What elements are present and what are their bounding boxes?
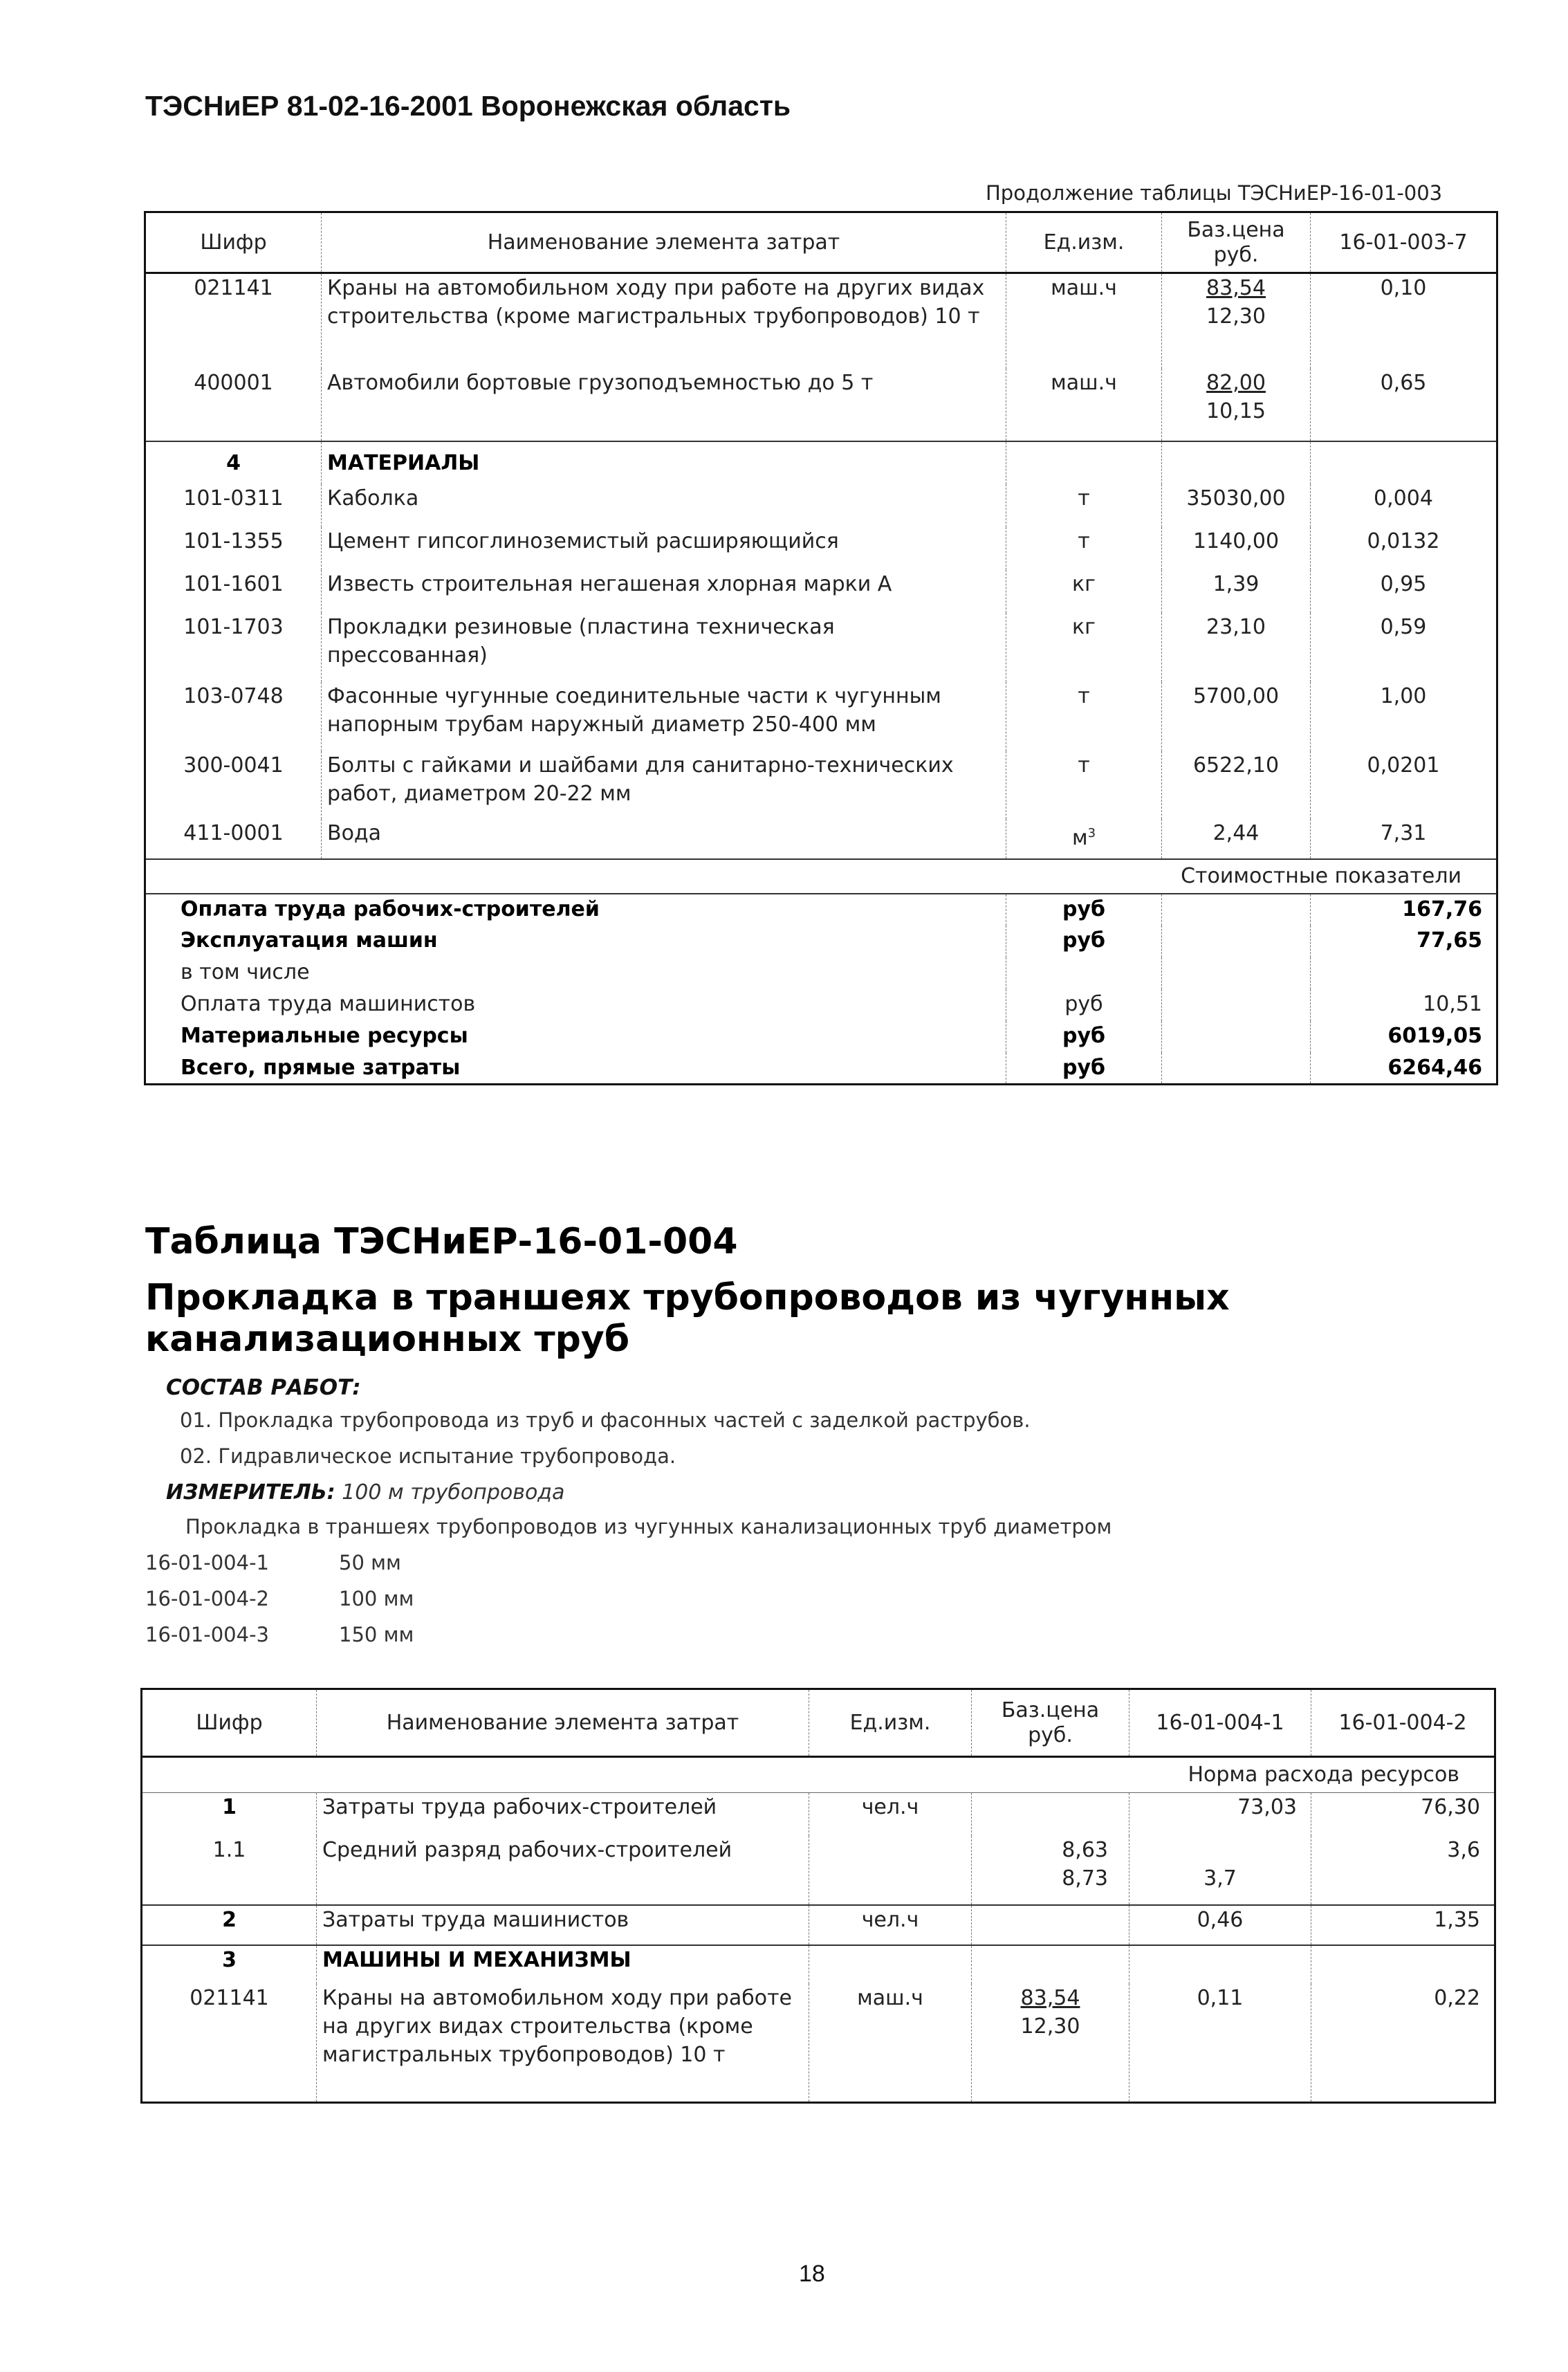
unit-superscript: 3 [1087, 825, 1096, 840]
row-code: 300-0041 [145, 751, 322, 819]
work-step: 02. Гидравлическое испытание трубопровода. [180, 1444, 676, 1468]
norm-code-row [145, 1587, 414, 1610]
row-value-2: 0,22 [1311, 1984, 1495, 2103]
cost-row [145, 1021, 1497, 1053]
row-unit: кг [1006, 570, 1162, 613]
row-name: Средний разряд рабочих-строителей [317, 1836, 809, 1905]
col-header-code-7: 16-01-003-7 [1311, 212, 1497, 273]
row-name: Затраты труда рабочих-строителей [317, 1793, 809, 1836]
table-row [145, 369, 1497, 441]
row-code: 103-0748 [145, 682, 322, 751]
col-header-code-1: 16-01-004-1 [1129, 1689, 1311, 1757]
page-number: 18 [799, 2261, 825, 2287]
col-header-name: Наименование элемента затрат [322, 212, 1006, 273]
row-value-1: 73,03 [1129, 1793, 1311, 1836]
table-row [142, 1905, 1495, 1945]
col-header-unit: Ед.изм. [809, 1689, 972, 1757]
row-unit [1006, 819, 1162, 859]
norm-header-row [142, 1757, 1495, 1793]
row-value-1: 0,46 [1129, 1905, 1311, 1945]
cost-row [145, 957, 1497, 989]
row-value: 1,00 [1311, 682, 1497, 751]
table-row [145, 613, 1497, 682]
cost-unit: руб [1006, 926, 1162, 957]
row-price-2: 8,73 [1062, 1866, 1108, 1891]
table-row [145, 819, 1497, 859]
col-header-code: Шифр [142, 1689, 317, 1757]
row-price: 23,10 [1162, 613, 1311, 682]
cost-value: 10,51 [1311, 989, 1497, 1021]
cost-name: Эксплуатация машин [145, 926, 1006, 957]
cost-unit: руб [1006, 989, 1162, 1021]
row-value: 0,0132 [1311, 527, 1497, 570]
col-header-price: Баз.цена руб. [1162, 212, 1311, 273]
row-value: 7,31 [1311, 819, 1497, 859]
row-value-1: 3,7 [1203, 1866, 1237, 1891]
unit-text: м [1071, 825, 1088, 850]
table-row [142, 1793, 1495, 1836]
row-code: 1 [142, 1793, 317, 1836]
row-unit: маш.ч [1006, 369, 1162, 441]
page-header: ТЭСНиЕР 81-02-16-2001 Воронежская область [145, 90, 791, 122]
resource-table-004 [140, 1688, 1496, 2104]
row-code: 101-1355 [145, 527, 322, 570]
norm-code: 16-01-004-1 [145, 1551, 269, 1574]
norm-header: Норма расхода ресурсов [142, 1757, 1495, 1793]
row-unit: т [1006, 527, 1162, 570]
table-title: Таблица ТЭСНиЕР-16-01-004 [145, 1221, 738, 1262]
row-price: 8,63 [1062, 1837, 1108, 1862]
table-row [145, 570, 1497, 613]
row-unit: маш.ч [1006, 273, 1162, 369]
norm-diameter: 100 мм [339, 1587, 414, 1610]
row-unit: т [1006, 751, 1162, 819]
row-unit: чел.ч [809, 1793, 972, 1836]
norm-code-row [145, 1551, 401, 1574]
cost-row [145, 926, 1497, 957]
norm-code: 16-01-004-2 [145, 1587, 269, 1610]
row-price: 5700,00 [1162, 682, 1311, 751]
row-code: 101-1703 [145, 613, 322, 682]
row-name: Фасонные чугунные соединительные части к чугунным напорным трубам наружный диаметр 250-400 мм [322, 682, 1006, 751]
col-header-unit: Ед.изм. [1006, 212, 1162, 273]
row-price: 6522,10 [1162, 751, 1311, 819]
work-composition-label: СОСТАВ РАБОТ: [166, 1375, 361, 1400]
row-price: 83,54 [1020, 1985, 1080, 2010]
col-header-code-2: 16-01-004-2 [1311, 1689, 1495, 1757]
section-row-materials [145, 441, 1497, 484]
cost-header: Стоимостные показатели [145, 859, 1497, 894]
cost-name: Оплата труда машинистов [145, 989, 1006, 1021]
row-price: 83,54 [1206, 276, 1266, 300]
row-unit: т [1006, 682, 1162, 751]
resource-table-003 [144, 211, 1498, 1085]
row-name: Затраты труда машинистов [317, 1905, 809, 1945]
row-code: 411-0001 [145, 819, 322, 859]
work-step: 01. Прокладка трубопровода из труб и фасонных частей с заделкой раструбов. [180, 1408, 1031, 1432]
row-name: Прокладки резиновые (пластина техническая прессованная) [322, 613, 1006, 682]
row-code: 101-1601 [145, 570, 322, 613]
cost-value: 77,65 [1311, 926, 1497, 957]
table-subtitle: Прокладка в траншеях трубопроводов из чугунных канализационных труб [145, 1277, 1230, 1360]
table-row [145, 484, 1497, 527]
section-number: 3 [142, 1945, 317, 1984]
row-price: 35030,00 [1162, 484, 1311, 527]
cost-name: Материальные ресурсы [145, 1021, 1006, 1053]
cost-row [145, 989, 1497, 1021]
cost-unit: руб [1006, 1021, 1162, 1053]
row-code: 101-0311 [145, 484, 322, 527]
row-code: 400001 [145, 369, 322, 441]
cost-row [145, 894, 1497, 926]
cost-name: в том числе [145, 957, 1006, 989]
row-name: Известь строительная негашеная хлорная марки А [322, 570, 1006, 613]
cost-unit: руб [1006, 1053, 1162, 1085]
row-code: 1.1 [142, 1836, 317, 1905]
row-value: 0,59 [1311, 613, 1497, 682]
row-name: Вода [322, 819, 1006, 859]
row-price-salary: 10,15 [1206, 398, 1266, 423]
norm-code: 16-01-004-3 [145, 1623, 269, 1646]
cost-value [1311, 957, 1497, 989]
row-value-1: 0,11 [1129, 1984, 1311, 2103]
row-value: 0,95 [1311, 570, 1497, 613]
row-value-2: 3,6 [1311, 1836, 1495, 1905]
norm-code-row [145, 1623, 414, 1646]
row-price: 2,44 [1162, 819, 1311, 859]
row-price: 1140,00 [1162, 527, 1311, 570]
norm-diameter: 50 мм [339, 1551, 401, 1574]
measure-label: ИЗМЕРИТЕЛЬ: [166, 1480, 335, 1505]
row-unit: т [1006, 484, 1162, 527]
table-row [145, 273, 1497, 369]
row-value-2: 76,30 [1311, 1793, 1495, 1836]
table-row [142, 1984, 1495, 2103]
table-header-row [145, 212, 1497, 273]
measure-line [166, 1480, 564, 1505]
section-row-machines [142, 1945, 1495, 1984]
norm-diameter: 150 мм [339, 1623, 414, 1646]
row-price-salary: 12,30 [1020, 2014, 1080, 2039]
row-price: 1,39 [1162, 570, 1311, 613]
row-price: 82,00 [1206, 370, 1266, 395]
section-label: МАШИНЫ И МЕХАНИЗМЫ [317, 1945, 809, 1984]
row-value-2: 1,35 [1311, 1905, 1495, 1945]
measure-value: 100 м трубопровода [342, 1480, 565, 1505]
row-name: Цемент гипсоглиноземистый расширяющийся [322, 527, 1006, 570]
cost-row [145, 1053, 1497, 1085]
diameter-intro: Прокладка в траншеях трубопроводов из чугунных канализационных труб диаметром [185, 1515, 1112, 1538]
row-unit: маш.ч [809, 1984, 972, 2103]
col-header-name: Наименование элемента затрат [317, 1689, 809, 1757]
table-row [145, 682, 1497, 751]
row-price-salary: 12,30 [1206, 304, 1266, 329]
row-value: 0,10 [1311, 273, 1497, 369]
row-value: 0,0201 [1311, 751, 1497, 819]
row-code: 021141 [142, 1984, 317, 2103]
section-number: 4 [145, 441, 322, 484]
table-row [145, 527, 1497, 570]
cost-value: 6019,05 [1311, 1021, 1497, 1053]
cost-value: 6264,46 [1311, 1053, 1497, 1085]
table-header-row [142, 1689, 1495, 1757]
cost-value: 167,76 [1311, 894, 1497, 926]
section-label: МАТЕРИАЛЫ [322, 441, 1006, 484]
row-name: Краны на автомобильном ходу при работе на других видах строительства (кроме магистральных трубопроводов) 10 т [317, 1984, 809, 2103]
row-unit: кг [1006, 613, 1162, 682]
col-header-price: Баз.цена руб. [972, 1689, 1129, 1757]
row-name: Краны на автомобильном ходу при работе на других видах строительства (кроме магистральных трубопроводов) 10 т [322, 273, 1006, 369]
cost-name: Оплата труда рабочих-строителей [145, 894, 1006, 926]
table-row [142, 1836, 1495, 1905]
table-continuation-caption: Продолжение таблицы ТЭСНиЕР-16-01-003 [986, 181, 1443, 205]
cost-unit [1006, 957, 1162, 989]
row-name: Болты с гайками и шайбами для санитарно-технических работ, диаметром 20-22 мм [322, 751, 1006, 819]
row-code: 2 [142, 1905, 317, 1945]
row-code: 021141 [145, 273, 322, 369]
table-row [145, 751, 1497, 819]
col-header-code: Шифр [145, 212, 322, 273]
row-value: 0,004 [1311, 484, 1497, 527]
row-unit: чел.ч [809, 1905, 972, 1945]
cost-header-row [145, 859, 1497, 894]
cost-name: Всего, прямые затраты [145, 1053, 1006, 1085]
row-name: Автомобили бортовые грузоподъемностью до 5 т [322, 369, 1006, 441]
row-name: Каболка [322, 484, 1006, 527]
cost-unit: руб [1006, 894, 1162, 926]
row-value: 0,65 [1311, 369, 1497, 441]
